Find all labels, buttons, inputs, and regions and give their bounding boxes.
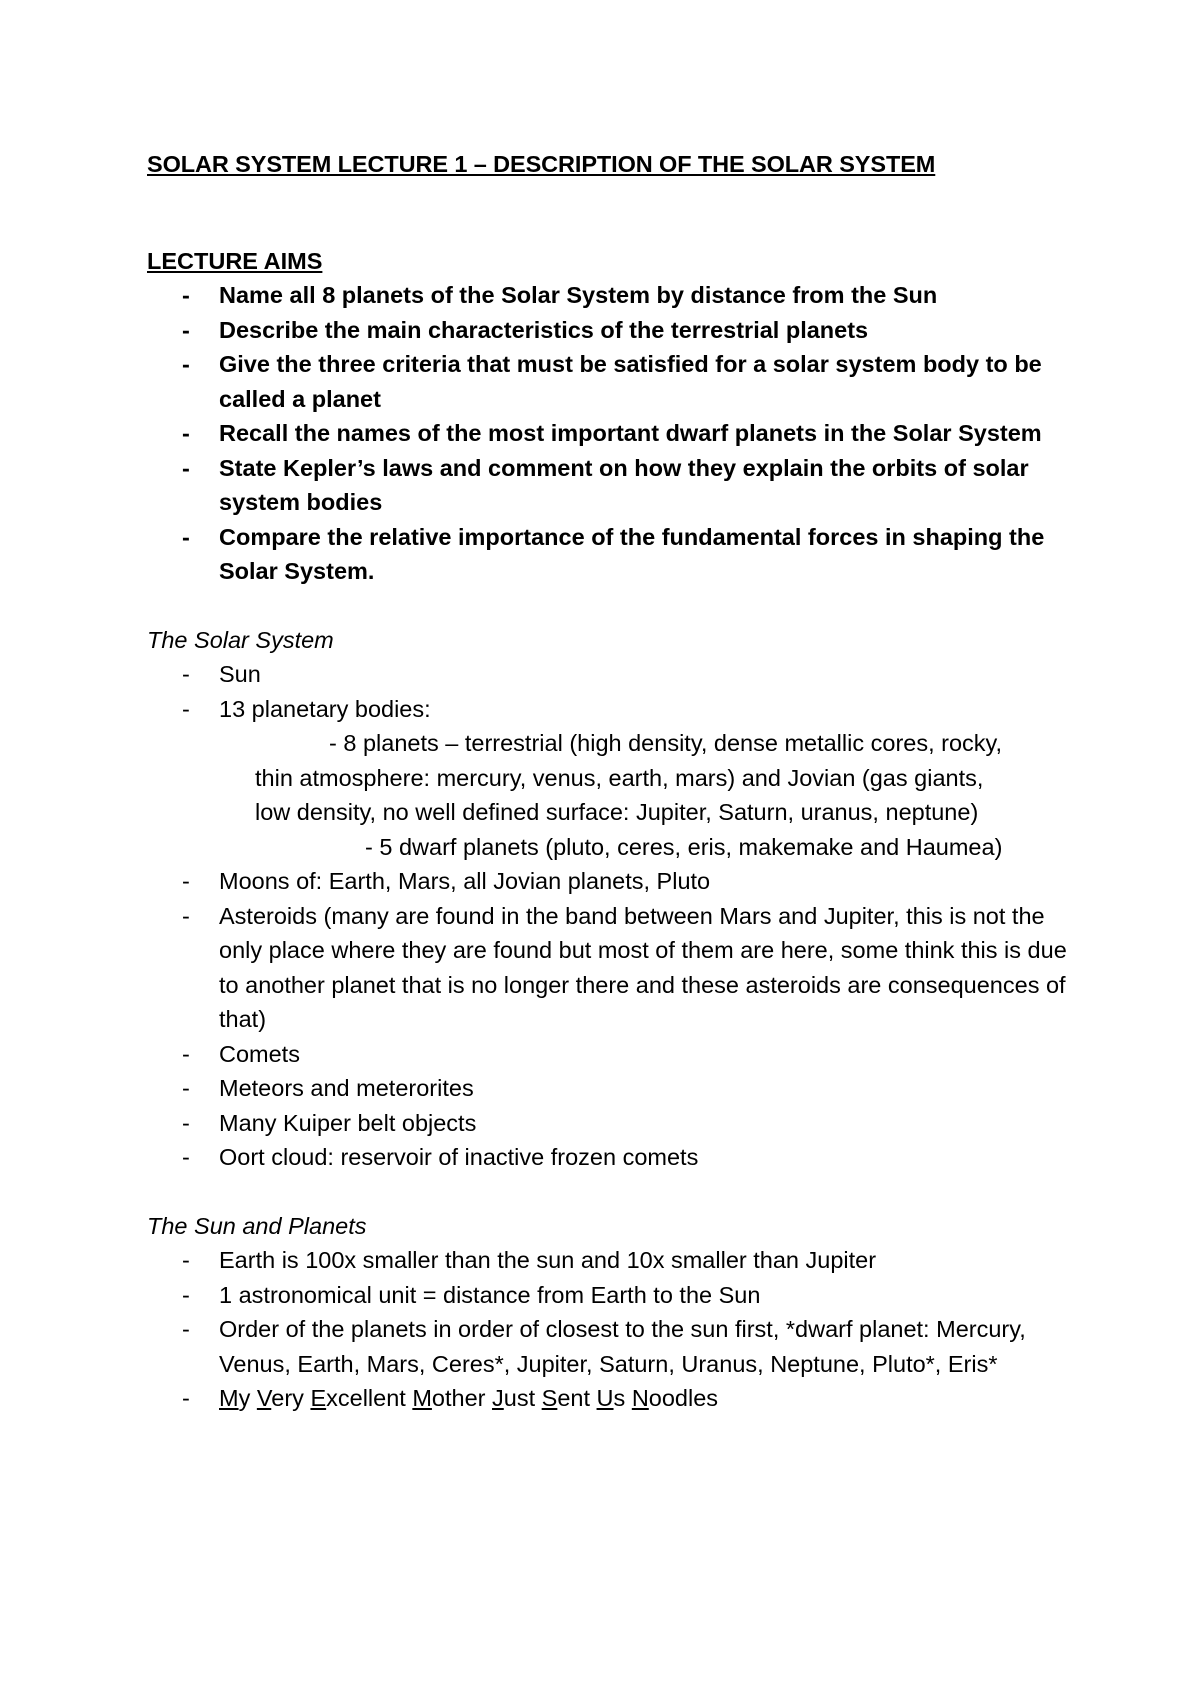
aim-item: - Name all 8 planets of the Solar System by distance from the Sun [147,278,1087,313]
mnemonic-rest: oodles [648,1385,719,1411]
mnemonic-rest: s [613,1385,632,1411]
mnemonic-initial: N [631,1385,649,1411]
document-page [147,147,1087,1416]
list-item: - Order of the planets in order of closest to the sun first, *dwarf planet: Mercury, Venus, Earth, Mars, Ceres*, Jupiter, Saturn, Uranus, Neptune, Pluto*, Eris* [147,1312,1087,1381]
document-title: SOLAR SYSTEM LECTURE 1 – DESCRIPTION OF THE SOLAR SYSTEM [147,151,936,177]
mnemonic-initial: V [256,1385,272,1411]
aim-item: - Describe the main characteristics of the terrestrial planets [147,313,1087,348]
solar-system-list [147,657,1087,1175]
list-item: - Moons of: Earth, Mars, all Jovian planets, Pluto [147,864,1087,899]
mnemonic-initial: S [541,1385,558,1411]
planets-subitem-line: low density, no well defined surface: Jupiter, Saturn, uranus, neptune) [255,799,979,825]
sun-planets-list [147,1243,1087,1416]
list-item: - Meteors and meterorites [147,1071,1087,1106]
mnemonic-initial: M [219,1385,239,1411]
lecture-aims-heading: LECTURE AIMS [147,247,323,274]
list-item-planetary-bodies [147,692,1087,865]
mnemonic-initial: E [310,1385,327,1411]
mnemonic-rest: ery [271,1385,311,1411]
planets-subitem-line: - 8 planets – terrestrial (high density, dense metallic cores, rocky, [329,730,1003,756]
mnemonic-rest: xcellent [326,1385,413,1411]
list-item: - Oort cloud: reservoir of inactive frozen comets [147,1140,1087,1175]
list-item-sun: - Sun [147,657,1087,692]
mnemonic-rest: ent [557,1385,597,1411]
mnemonic-rest: y [238,1385,257,1411]
mnemonic-rest: other [431,1385,493,1411]
list-item: - Asteroids (many are found in the band between Mars and Jupiter, this is not the only place where they are found but most of them are here, some think this is due to another planet that is no longer there and these asteroids are consequences of that) [147,899,1087,1037]
mnemonic-initial: J [492,1385,504,1411]
mnemonic-initial: M [412,1385,432,1411]
mnemonic-rest: ust [503,1385,542,1411]
aim-item: - Give the three criteria that must be satisfied for a solar system body to be called a planet [147,347,1087,416]
planetary-bodies-label: 13 planetary bodies: [219,695,431,722]
list-item: - Earth is 100x smaller than the sun and 10x smaller than Jupiter [147,1243,1087,1278]
list-item: - 1 astronomical unit = distance from Earth to the Sun [147,1278,1087,1313]
solar-system-heading: The Solar System [147,626,334,653]
list-item: - Many Kuiper belt objects [147,1106,1087,1141]
mnemonic-item [147,1381,1087,1416]
list-item: - Comets [147,1037,1087,1072]
aim-item: - State Kepler’s laws and comment on how they explain the orbits of solar system bodies [147,451,1087,520]
sun-planets-heading: The Sun and Planets [147,1212,367,1239]
aim-item: - Recall the names of the most important dwarf planets in the Solar System [147,416,1087,451]
dwarf-planets-subitem: - 5 dwarf planets (pluto, ceres, eris, makemake and Haumea) [365,833,1003,860]
planets-subitem-line: thin atmosphere: mercury, venus, earth, mars) and Jovian (gas giants, [255,764,984,791]
lecture-aims-list [147,278,1087,589]
mnemonic-initial: U [596,1385,614,1411]
aim-item: - Compare the relative importance of the fundamental forces in shaping the Solar System. [147,520,1087,589]
